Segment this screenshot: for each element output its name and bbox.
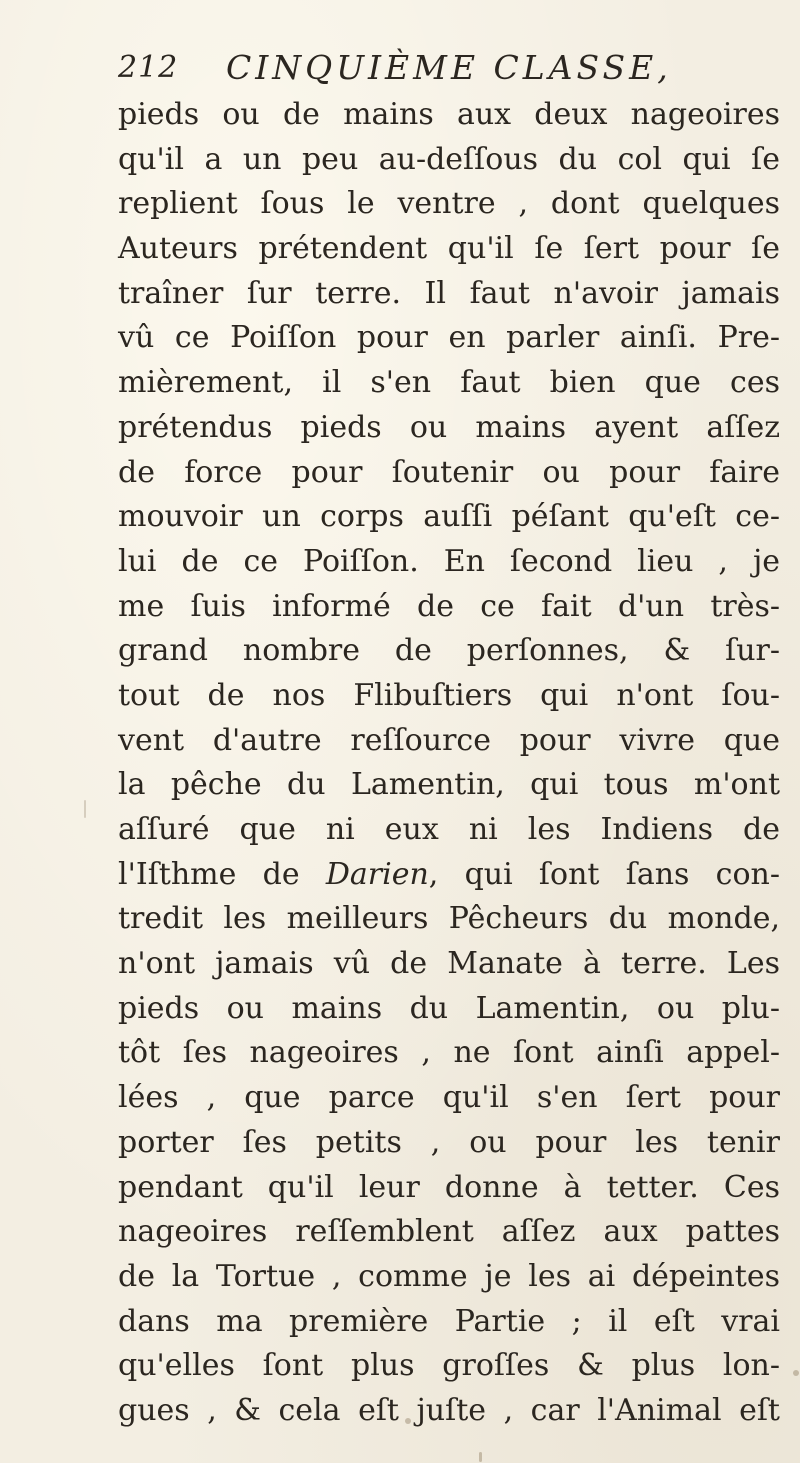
paper-speck <box>793 1370 799 1376</box>
text-line: qu'elles ſont plus groſſes & plus lon- <box>118 1348 780 1384</box>
text-line: pieds ou mains du Lamentin, ou plu- <box>118 990 780 1026</box>
text-line: lui de ce Poiſſon. En ſecond lieu , je <box>118 543 780 579</box>
text-line: tôt ſes nageoires , ne ſont ainſi appel- <box>118 1035 780 1071</box>
text-line: qu'il a un peu au-deſſous du col qui ſe <box>118 141 780 177</box>
page-header <box>118 48 718 92</box>
paper-speck <box>479 1452 482 1462</box>
place-name-darien: Darien <box>325 856 429 892</box>
running-head: CINQUIÈME CLASSE, <box>226 48 672 87</box>
text-line-darien <box>118 853 780 898</box>
body-text <box>118 93 780 1434</box>
text-line: Auteurs prétendent qu'il ſe ſert pour ſe <box>118 231 780 267</box>
text-line: gues , & cela eſt juſte , car l'Animal eſt <box>118 1392 780 1428</box>
text-line: vent d'autre reſſource pour vivre que <box>118 722 780 758</box>
text-line: grand nombre de perſonnes, & ſur- <box>118 633 780 669</box>
text-line: porter ſes petits , ou pour les tenir <box>118 1124 780 1160</box>
text-line: tredit les meilleurs Pêcheurs du monde, <box>118 901 780 937</box>
text-line: replient ſous le ventre , dont quelques <box>118 186 780 222</box>
page-number: 212 <box>118 50 179 85</box>
text-line: la pêche du Lamentin, qui tous m'ont <box>118 767 780 803</box>
text-line: de la Tortue , comme je les ai dépeintes <box>118 1258 780 1294</box>
line-prefix: l'Iſthme de <box>118 856 326 892</box>
paper-speck <box>84 800 86 818</box>
paper-speck <box>405 1418 411 1424</box>
text-line: nageoires reſſemblent aſſez aux pattes <box>118 1214 780 1250</box>
text-line: prétendus pieds ou mains ayent aſſez <box>118 409 780 445</box>
line-suffix: , qui ſont ſans con- <box>428 856 780 892</box>
text-line: de force pour ſoutenir ou pour faire <box>118 454 780 490</box>
text-line: aſſuré que ni eux ni les Indiens de <box>118 812 780 847</box>
text-line: vû ce Poiſſon pour en parler ainſi. Pre- <box>118 320 780 356</box>
text-line: pendant qu'il leur donne à tetter. Ces <box>118 1169 780 1205</box>
text-line: lées , que parce qu'il s'en ſert pour <box>118 1080 780 1116</box>
text-line: pieds ou de mains aux deux nageoires <box>118 97 780 132</box>
text-line: tout de nos Flibuſtiers qui n'ont ſou- <box>118 677 780 713</box>
text-line: traîner ſur terre. Il faut n'avoir jamais <box>118 275 780 311</box>
text-line: dans ma première Partie ; il eſt vrai <box>118 1303 780 1339</box>
text-line: mouvoir un corps auſſi péſant qu'eſt ce- <box>118 499 780 535</box>
text-line: me ſuis informé de ce fait d'un très- <box>118 588 780 624</box>
text-line: n'ont jamais vû de Manate à terre. Les <box>118 946 780 982</box>
text-line: mièrement, il s'en faut bien que ces <box>118 365 780 401</box>
